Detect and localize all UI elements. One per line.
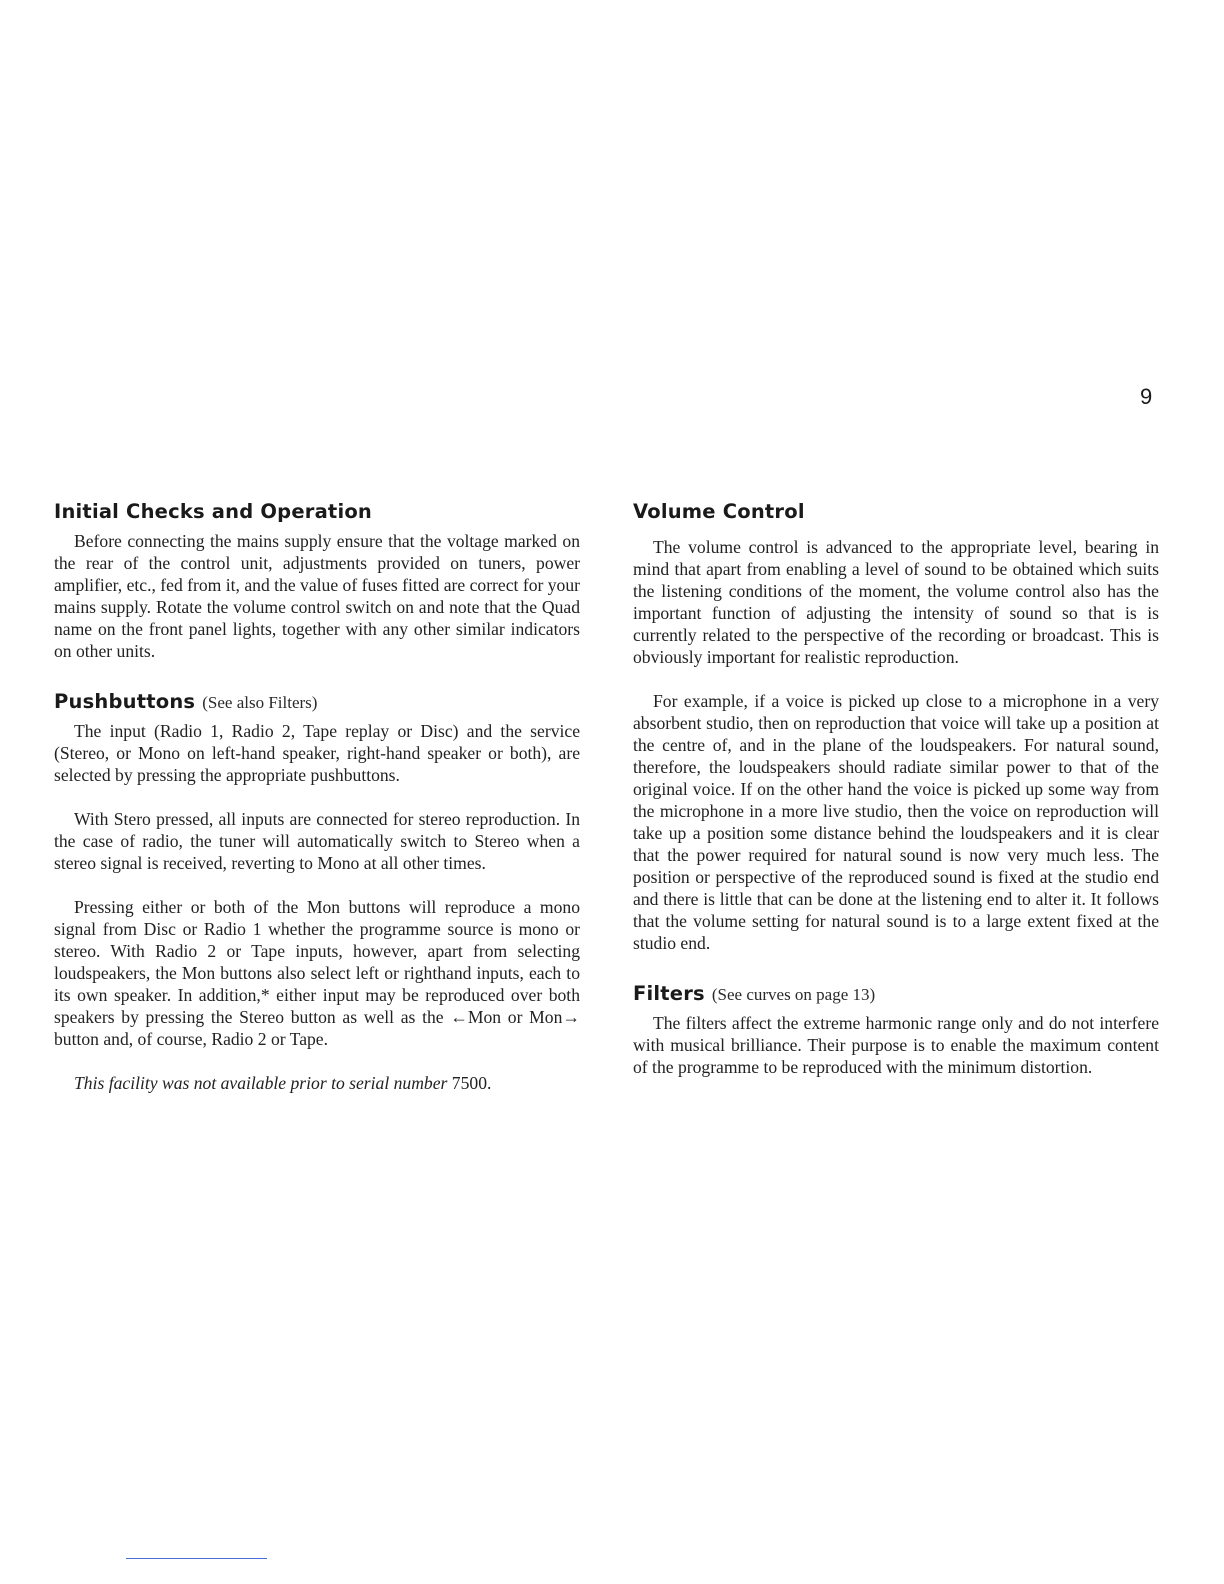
pushbuttons-heading	[54, 690, 580, 713]
volume-control-heading	[633, 500, 1159, 523]
volume-control-paragraph-1: The volume control is advanced to the appropriate level, bearing in mind that apart from enabling a level of sound to be obtained which suits the listening conditions of the moment, the volume control also has the important function of adjusting the intensity of sound so that is is currently related to the perspective of the recording or broadcast. This is obviously important for realistic reproduction.	[633, 537, 1159, 667]
pushbuttons-title: Pushbuttons	[54, 690, 196, 713]
pushbuttons-aside: (See also Filters)	[202, 693, 318, 712]
filters-paragraph: The filters affect the extreme harmonic range only and do not interfere with musical brilliance. Their purpose is to enable the maximum content of the programme to be reproduced with the minimum distortion.	[633, 1013, 1159, 1077]
volume-control-paragraph-2: For example, if a voice is picked up close to a microphone in a very absorbent studio, then on reproduction that voice will take up a position at the centre of, and in the plane of the loudspeakers. For natural sound, therefore, the loudspeakers should radiate similar power to that of the original voice. If on the other hand the voice is picked up some way from the microphone in a more live studio, then the voice on reproduction will take up a position some distance behind the loudspeakers and it is clear that the power required for natural sound is now very much less. The position or perspective of the reproduced sound is fixed at the studio end and there is little that can be done at the listening end to alter it. It follows that the volume setting for natural sound is to a large extent fixed at the studio end.	[633, 691, 1159, 953]
footnote	[54, 1072, 580, 1094]
filters-heading	[633, 982, 1159, 1005]
filters-aside: (See curves on page 13)	[711, 985, 876, 1004]
pushbuttons-paragraph-2: With Stero pressed, all inputs are connected for stereo reproduction. In the case of radio, the tuner will automatically switch to Stereo when a stereo signal is received, reverting to Mono at all other times.	[54, 809, 580, 873]
pushbuttons-paragraph-3: Pressing either or both of the Mon buttons will reproduce a mono signal from Disc or Radio 1 whether the programme source is mono or stereo. With Radio 2 or Tape inputs, however, apart from selecting loudspeakers, the Mon buttons also select left or righthand inputs, each to its own speaker. In addition,* either input may be reproduced over both speakers by pressing the Stereo button as well as the ←Mon or Mon→ button and, of course, Radio 2 or Tape.	[54, 897, 580, 1049]
initial-checks-paragraph: Before connecting the mains supply ensure that the voltage marked on the rear of the control unit, adjustments provided on tuners, power amplifier, etc., fed from it, and the value of fuses fitted are correct for your mains supply. Rotate the volume control switch on and note that the Quad name on the front panel lights, together with any other similar indicators on other units.	[54, 531, 580, 661]
initial-checks-title: Initial Checks and Operation	[54, 500, 373, 523]
footer-rule	[126, 1558, 267, 1559]
volume-control-title: Volume Control	[633, 500, 805, 523]
initial-checks-heading	[54, 500, 580, 523]
left-column	[54, 500, 580, 1094]
footnote-serial-number: 7500.	[451, 1073, 492, 1093]
right-column	[633, 500, 1159, 1078]
filters-title: Filters	[633, 982, 705, 1005]
pushbuttons-paragraph-1: The input (Radio 1, Radio 2, Tape replay or Disc) and the service (Stereo, or Mono on left-hand speaker, right-hand speaker or both), are selected by pressing the appropriate pushbuttons.	[54, 721, 580, 785]
footnote-italic: This facility was not available prior to serial number	[74, 1073, 448, 1093]
page-number: 9	[1140, 384, 1153, 409]
